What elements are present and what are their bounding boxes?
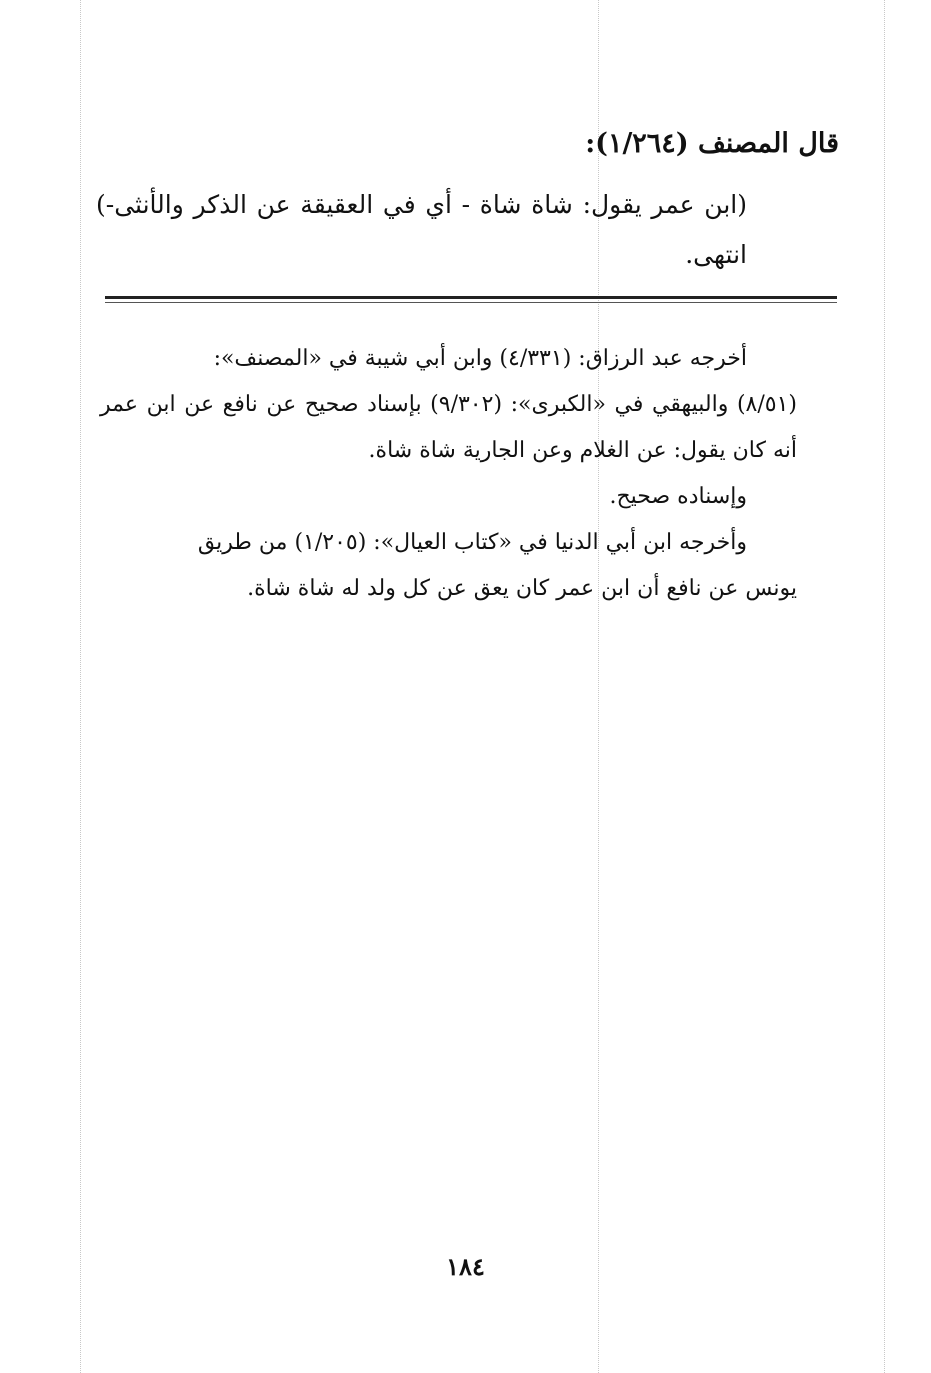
footnote-line: (٨/٥١) والبيهقي في «الكبرى»: (٩/٣٠٢) بإسناد صحيح عن نافع عن ابن عمر أنه كان يقول: عن الغلام وعن الجارية شاة شاة.: [100, 392, 798, 463]
section-heading: قال المصنف (١/٢٦٤):: [585, 128, 839, 159]
page-number: ١٨٤: [446, 1252, 485, 1281]
footnote-line: وإسناده صحيح.: [609, 484, 747, 509]
scan-artifact-line: [80, 0, 81, 1373]
footnote-line: أخرجه عبد الرزاق: (٤/٣٣١) وابن أبي شيبة في «المصنف»:: [213, 346, 747, 371]
footnote-line: وأخرجه ابن أبي الدنيا في «كتاب العيال»: (١/٢٠٥) من طريق: [197, 530, 747, 555]
footnote-separator-thin: [105, 302, 837, 303]
quoted-text: (ابن عمر يقول: شاة شاة - أي في العقيقة عن الذكر والأنثى-) انتهى.: [96, 190, 747, 269]
footnotes: [100, 336, 798, 612]
footnote-separator: [105, 296, 837, 299]
footnote-line: يونس عن نافع أن ابن عمر كان يعق عن كل ولد له شاة شاة.: [247, 576, 797, 601]
scan-artifact-line: [884, 0, 885, 1373]
